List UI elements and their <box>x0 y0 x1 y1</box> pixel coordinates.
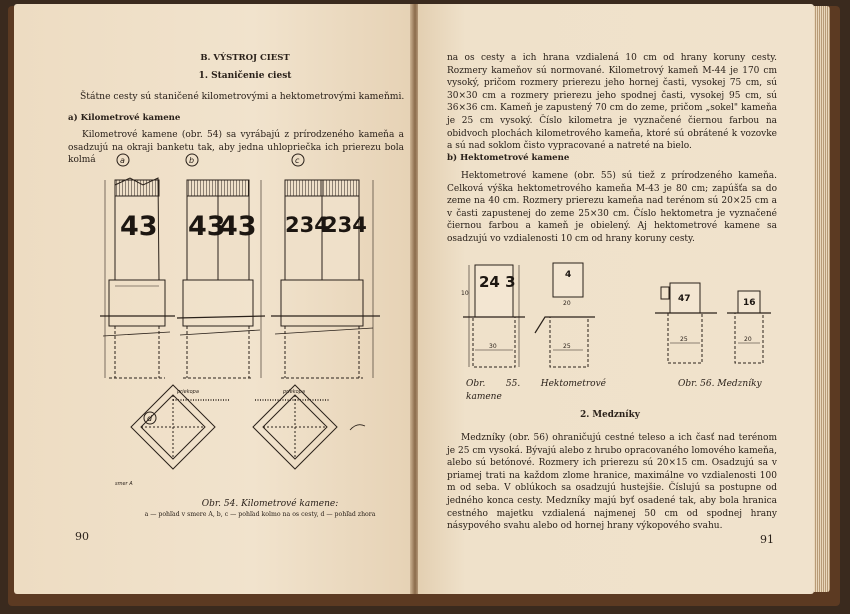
fig-letter-d: d <box>147 414 153 423</box>
caption-54-legend: a — pohľad v smere A, b, c — pohľad kolmo na os cesty, d — pohľad zhora <box>144 511 376 518</box>
stone-b-number-1: 43 <box>188 211 226 242</box>
dim-label-4: 25 <box>680 336 688 343</box>
subsection-a-heading: a) Kilometrové kamene <box>68 113 181 123</box>
caption-54 <box>160 498 380 511</box>
dim-label-2: 25 <box>563 343 571 350</box>
caption-56 <box>678 378 788 391</box>
fig-letter-c: c <box>295 156 300 165</box>
hekto-number-1: 24 3 <box>479 273 516 291</box>
boundary-number-2: 16 <box>743 298 756 308</box>
caption-55-text: Obr. 55. Hektometrové kamene <box>466 379 606 402</box>
direction-label: smer A <box>115 481 133 487</box>
figure-54 <box>95 150 415 495</box>
stone-c-number-1: 234 <box>285 213 329 237</box>
dim-label-1: 30 <box>489 343 497 350</box>
plan-view-right <box>253 385 337 469</box>
boundary-number-1: 47 <box>678 294 691 304</box>
dim-label-3: 20 <box>563 300 571 307</box>
hekto-number-2: 4 <box>565 270 572 280</box>
page-number-right: 91 <box>760 533 774 546</box>
figures-55-56 <box>455 255 785 385</box>
ditch-label-2: priekopa <box>283 389 305 395</box>
caption-55 <box>466 378 606 403</box>
ditch-label-1: priekopa <box>177 389 199 395</box>
paragraph-b: Hektometrové kamene (obr. 55) sú tiež z prírodzeného kameňa. Celková výška hektometrového kameňa M-43 je 80 cm; zapúšťa sa do zeme na 40 cm. Rozmery prierezu kameňa nad terénom sú 20×25 cm a v časti zapustenej do zeme 25×30 cm. Číslo hektometra je vyznačené čiernou farbou a kameň je obielený. Aj hektometrové kamene sa osadzujú vo vzdialenosti 10 cm od hrany koruny cesty. <box>447 171 777 244</box>
chapter-title: B. VÝSTROJ CIEST <box>200 53 290 63</box>
plan-view-left <box>131 385 215 469</box>
stone-c <box>281 180 363 378</box>
fig-letter-b: b <box>189 156 195 165</box>
stone-a-number: 43 <box>120 211 158 242</box>
caption-54-title: Obr. 54. Kilometrové kamene: <box>201 499 339 509</box>
stone-c-number-2: 234 <box>323 213 367 237</box>
caption-56-text: Obr. 56. Medzníky <box>678 379 762 389</box>
page-edges <box>814 6 830 592</box>
fig-letter-a: a <box>120 156 125 165</box>
page-number-left: 90 <box>75 530 89 543</box>
section-2-heading: 2. Medzníky <box>580 410 640 420</box>
dim-label-5: 20 <box>744 336 752 343</box>
intro-paragraph: Štátne cesty sú staničené kilometrovými a hektometrovými kameňmi. <box>80 91 405 102</box>
paragraph-a: Kilometrové kamene (obr. 54) sa vyrábajú z prírodzeného kameňa a osadzujú na okraji banketu tak, aby jedna uhlopriečka ich prierezu bola kolmá <box>68 130 404 166</box>
paragraph-2: Medzníky (obr. 56) ohraničujú cestné teleso a ich časť nad terénom je 25 cm vysoká. Bývajú alebo z hrubo opracovaného lomového kameňa, alebo sú betónové. Rozmery ich prierezu sú 20×15 cm. Osadzujú sa v priamej trati na každom zlome hranice, maximálne vo vzdialenosti 100 m od seba. V oblúkoch sa osadzujú hustejšie. Číslujú sa postupne od jedného konca cesty. Medzníky majú byť osadené tak, aby bola hranica cestného majetku vzdialená najmenej 50 cm od spodnej hrany násypového svahu alebo od hornej hrany výkopového svahu. <box>447 433 777 532</box>
dim-label-6: 10 <box>461 290 469 297</box>
stone-b-number-2: 43 <box>219 211 257 242</box>
paragraph-continued: na os cesty a ich hrana vzdialená 10 cm od hrany koruny cesty. Rozmery kameňov sú normované. Kilometrový kameň M-44 je 170 cm vysoký, pričom rozmery prierezu jeho hornej časti, vysokej 75 cm, sú 30×30 cm a rozmery prierezu jeho spodnej časti, vysokej 95 cm, sú 36×36 cm. Kameň je zapustený 70 cm do zeme, pričom „sokel" kameňa je 25 cm vysoký. Číslo kilometra je vyznačené čiernou farbou na obidvoch plochách kilometrového kameňa, ktoré sú obrátené k vozovke a sú nad soklom čisto vypracované a natreté na bielo. <box>447 53 777 152</box>
section-title: 1. Staničenie ciest <box>198 71 292 81</box>
stone-b <box>183 180 253 378</box>
subsection-b-heading: b) Hektometrové kamene <box>447 153 570 163</box>
stone-a <box>109 178 165 378</box>
